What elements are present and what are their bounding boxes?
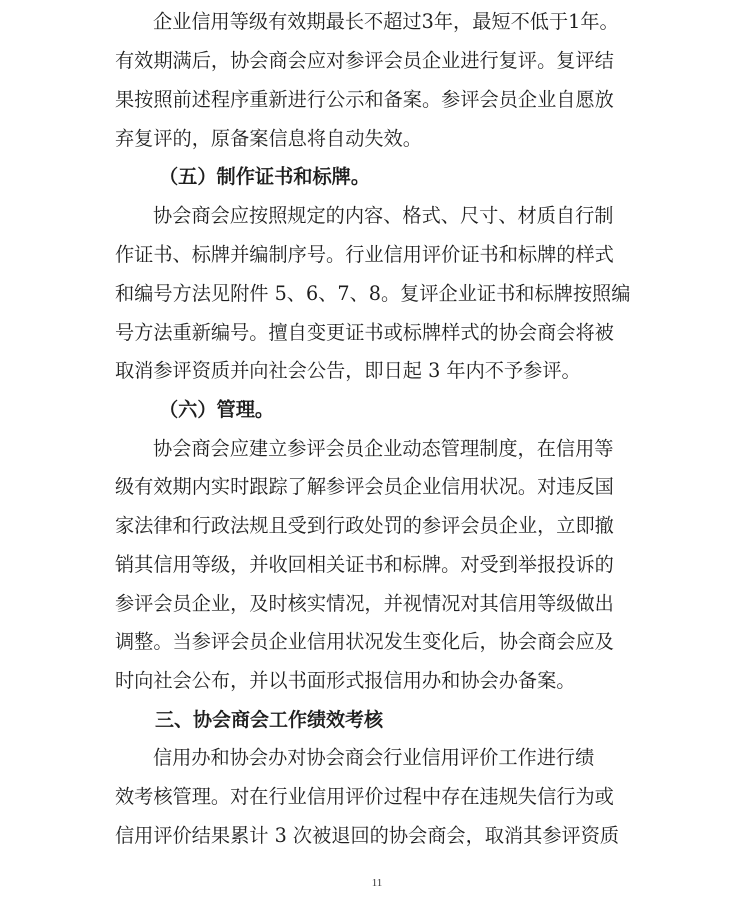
text-line: 协会商会应建立参评会员企业动态管理制度，在信用等 [153,437,614,460]
page-number: 11 [371,877,383,889]
section-heading: （六）管理。 [159,398,275,421]
text-line: 效考核管理。对在行业信用评价过程中存在违规失信行为或 [115,785,614,808]
section-heading: （五）制作证书和标牌。 [159,165,371,188]
text-line: 销其信用等级，并收回相关证书和标牌。对受到举报投诉的 [115,553,614,576]
text-line: 弃复评的，原备案信息将自动失效。 [115,127,422,150]
text-line: 调整。当参评会员企业信用状况发生变化后，协会商会应及 [115,630,614,653]
text-line: 企业信用等级有效期最长不超过3年，最短不低于1年。 [153,10,619,33]
text-line: 信用评价结果累计 3 次被退回的协会商会，取消其参评资质 [115,824,620,847]
text-line: 时向社会公布，并以书面形式报信用办和协会办备案。 [115,669,576,692]
text-line: 果按照前述程序重新进行公示和备案。参评会员企业自愿放 [115,88,614,111]
text-line: 取消参评资质并向社会公告，即日起 3 年内不予参评。 [115,359,581,382]
text-line: 家法律和行政法规且受到行政处罚的参评会员企业，立即撤 [115,514,614,537]
chapter-heading: 三、协会商会工作绩效考核 [155,709,384,731]
text-line: 协会商会应按照规定的内容、格式、尺寸、材质自行制 [153,204,614,227]
text-line: 级有效期内实时跟踪了解参评会员企业信用状况。对违反国 [115,475,614,498]
text-line: 号方法重新编号。擅自变更证书或标牌样式的协会商会将被 [115,321,614,344]
text-line: 和编号方法见附件 5、6、7、8。复评企业证书和标牌按照编 [115,282,631,305]
text-line: 作证书、标牌并编制序号。行业信用评价证书和标牌的样式 [115,243,614,266]
text-line: 参评会员企业，及时核实情况，并视情况对其信用等级做出 [115,592,614,615]
text-line: 有效期满后，协会商会应对参评会员企业进行复评。复评结 [115,49,614,72]
text-line: 信用办和协会办对协会商会行业信用评价工作进行绩 [153,746,595,769]
